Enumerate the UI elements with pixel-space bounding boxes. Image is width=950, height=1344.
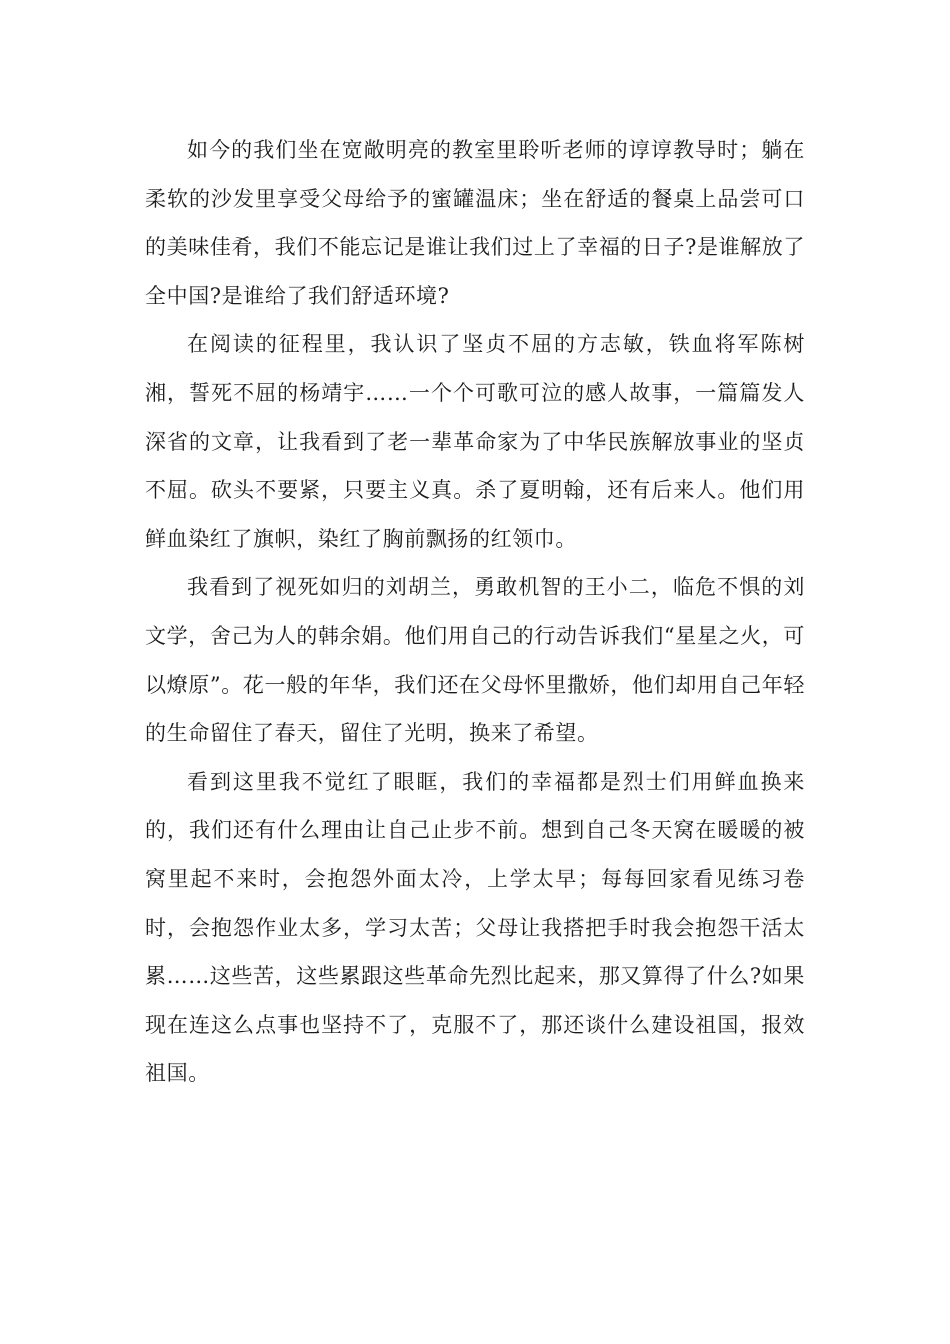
paragraph-2: 在阅读的征程里，我认识了坚贞不屈的方志敏，铁血将军陈树湘，誓死不屈的杨靖宇……一个个可歌可泣的感人故事，一篇篇发人深省的文章，让我看到了老一辈革命家为了中华民族解放事业的坚贞不屈。砍头不要紧，只要主义真。杀了夏明翰，还有后来人。他们用鲜血染红了旗帜，染红了胸前飘扬的红领巾。 — [145, 332, 805, 551]
paragraph-4: 看到这里我不觉红了眼眶，我们的幸福都是烈士们用鲜血换来的，我们还有什么理由让自己止步不前。想到自己冬天窝在暖暖的被窝里起不来时，会抱怨外面太冷，上学太早；每每回家看见练习卷时，会抱怨作业太多，学习太苦；父母让我搭把手时我会抱怨干活太累……这些苦，这些累跟这些革命先烈比起来，那又算得了什么?如果现在连这么点事也坚持不了，克服不了，那还谈什么建设祖国，报效祖国。 — [145, 769, 805, 1086]
paragraph-3: 我看到了视死如归的刘胡兰，勇敢机智的王小二，临危不惧的刘文学，舍己为人的韩余娟。他们用自己的行动告诉我们“星星之火，可以燎原”。花一般的年华，我们还在父母怀里撒娇，他们却用自己年轻的生命留住了春天，留住了光明，换来了希望。 — [145, 575, 805, 746]
paragraph-1: 如今的我们坐在宽敞明亮的教室里聆听老师的谆谆教导时；躺在柔软的沙发里享受父母给予的蜜罐温床；坐在舒适的餐桌上品尝可口的美味佳肴，我们不能忘记是谁让我们过上了幸福的日子?是谁解放了全中国?是谁给了我们舒适环境? — [145, 138, 805, 308]
document-body — [145, 126, 805, 1098]
